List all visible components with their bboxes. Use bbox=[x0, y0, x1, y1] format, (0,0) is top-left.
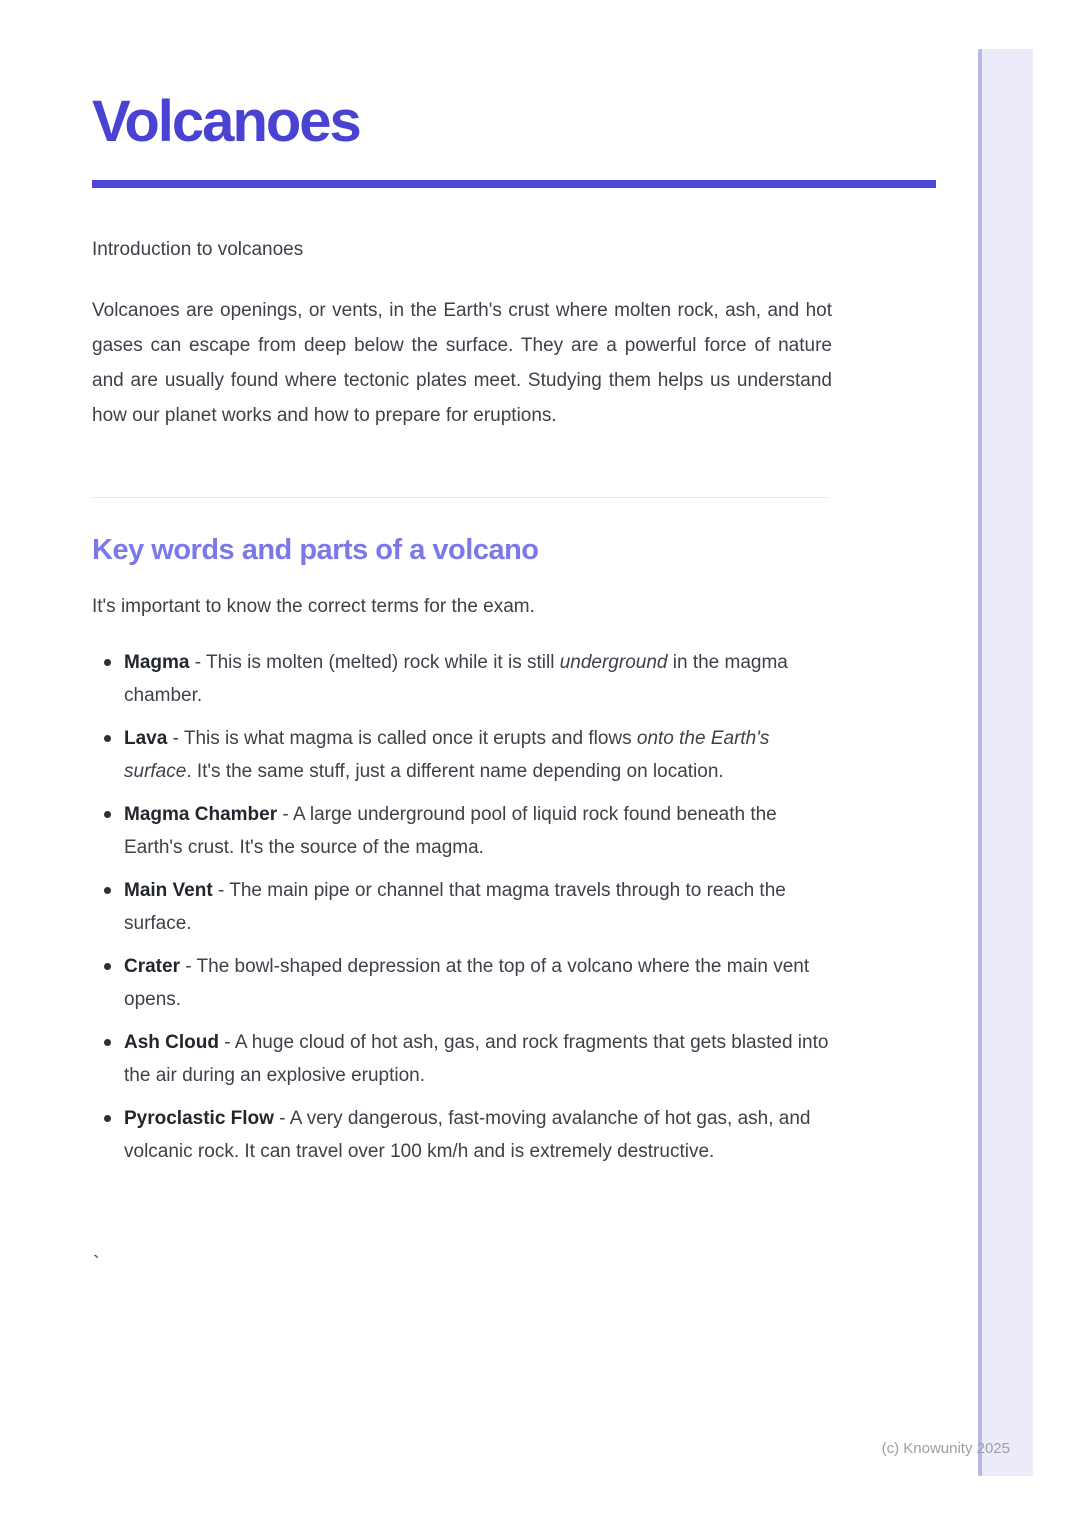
key-term-item: Main Vent - The main pipe or channel that magma travels through to reach the surface. bbox=[92, 874, 832, 940]
key-term-item: Magma - This is molten (melted) rock while it is still underground in the magma chamber. bbox=[92, 646, 832, 712]
section-divider bbox=[92, 497, 828, 498]
footer-credit: (c) Knowunity 2025 bbox=[881, 1440, 1010, 1457]
key-term-item: Crater - The bowl-shaped depression at the top of a volcano where the main vent opens. bbox=[92, 950, 832, 1016]
section-lead: It's important to know the correct terms for the exam. bbox=[92, 596, 535, 617]
page-title: Volcanoes bbox=[92, 89, 360, 154]
key-term-item: Magma Chamber - A large underground pool of liquid rock found beneath the Earth's crust. It's the source of the magma. bbox=[92, 798, 832, 864]
key-term-item: Ash Cloud - A huge cloud of hot ash, gas, and rock fragments that gets blasted into the air during an explosive eruption. bbox=[92, 1026, 832, 1092]
stray-backtick-character: ` bbox=[93, 1253, 100, 1275]
key-term-item: Lava - This is what magma is called once it erupts and flows onto the Earth's surface. It's the same stuff, just a different name depending on location. bbox=[92, 722, 832, 788]
title-underline-bar bbox=[92, 180, 936, 188]
key-terms-list bbox=[92, 646, 832, 1178]
right-margin-panel bbox=[978, 49, 1033, 1476]
intro-label: Introduction to volcanoes bbox=[92, 239, 304, 260]
section-heading: Key words and parts of a volcano bbox=[92, 534, 539, 566]
intro-paragraph: Volcanoes are openings, or vents, in the Earth's crust where molten rock, ash, and hot gases can escape from deep below the surface. They are a powerful force of nature and are usually found where tectonic plates meet. Studying them helps us understand how our planet works and how to prepare for eruptions. bbox=[92, 300, 832, 426]
key-term-item: Pyroclastic Flow - A very dangerous, fast-moving avalanche of hot gas, ash, and volcanic rock. It can travel over 100 km/h and is extremely destructive. bbox=[92, 1102, 832, 1168]
